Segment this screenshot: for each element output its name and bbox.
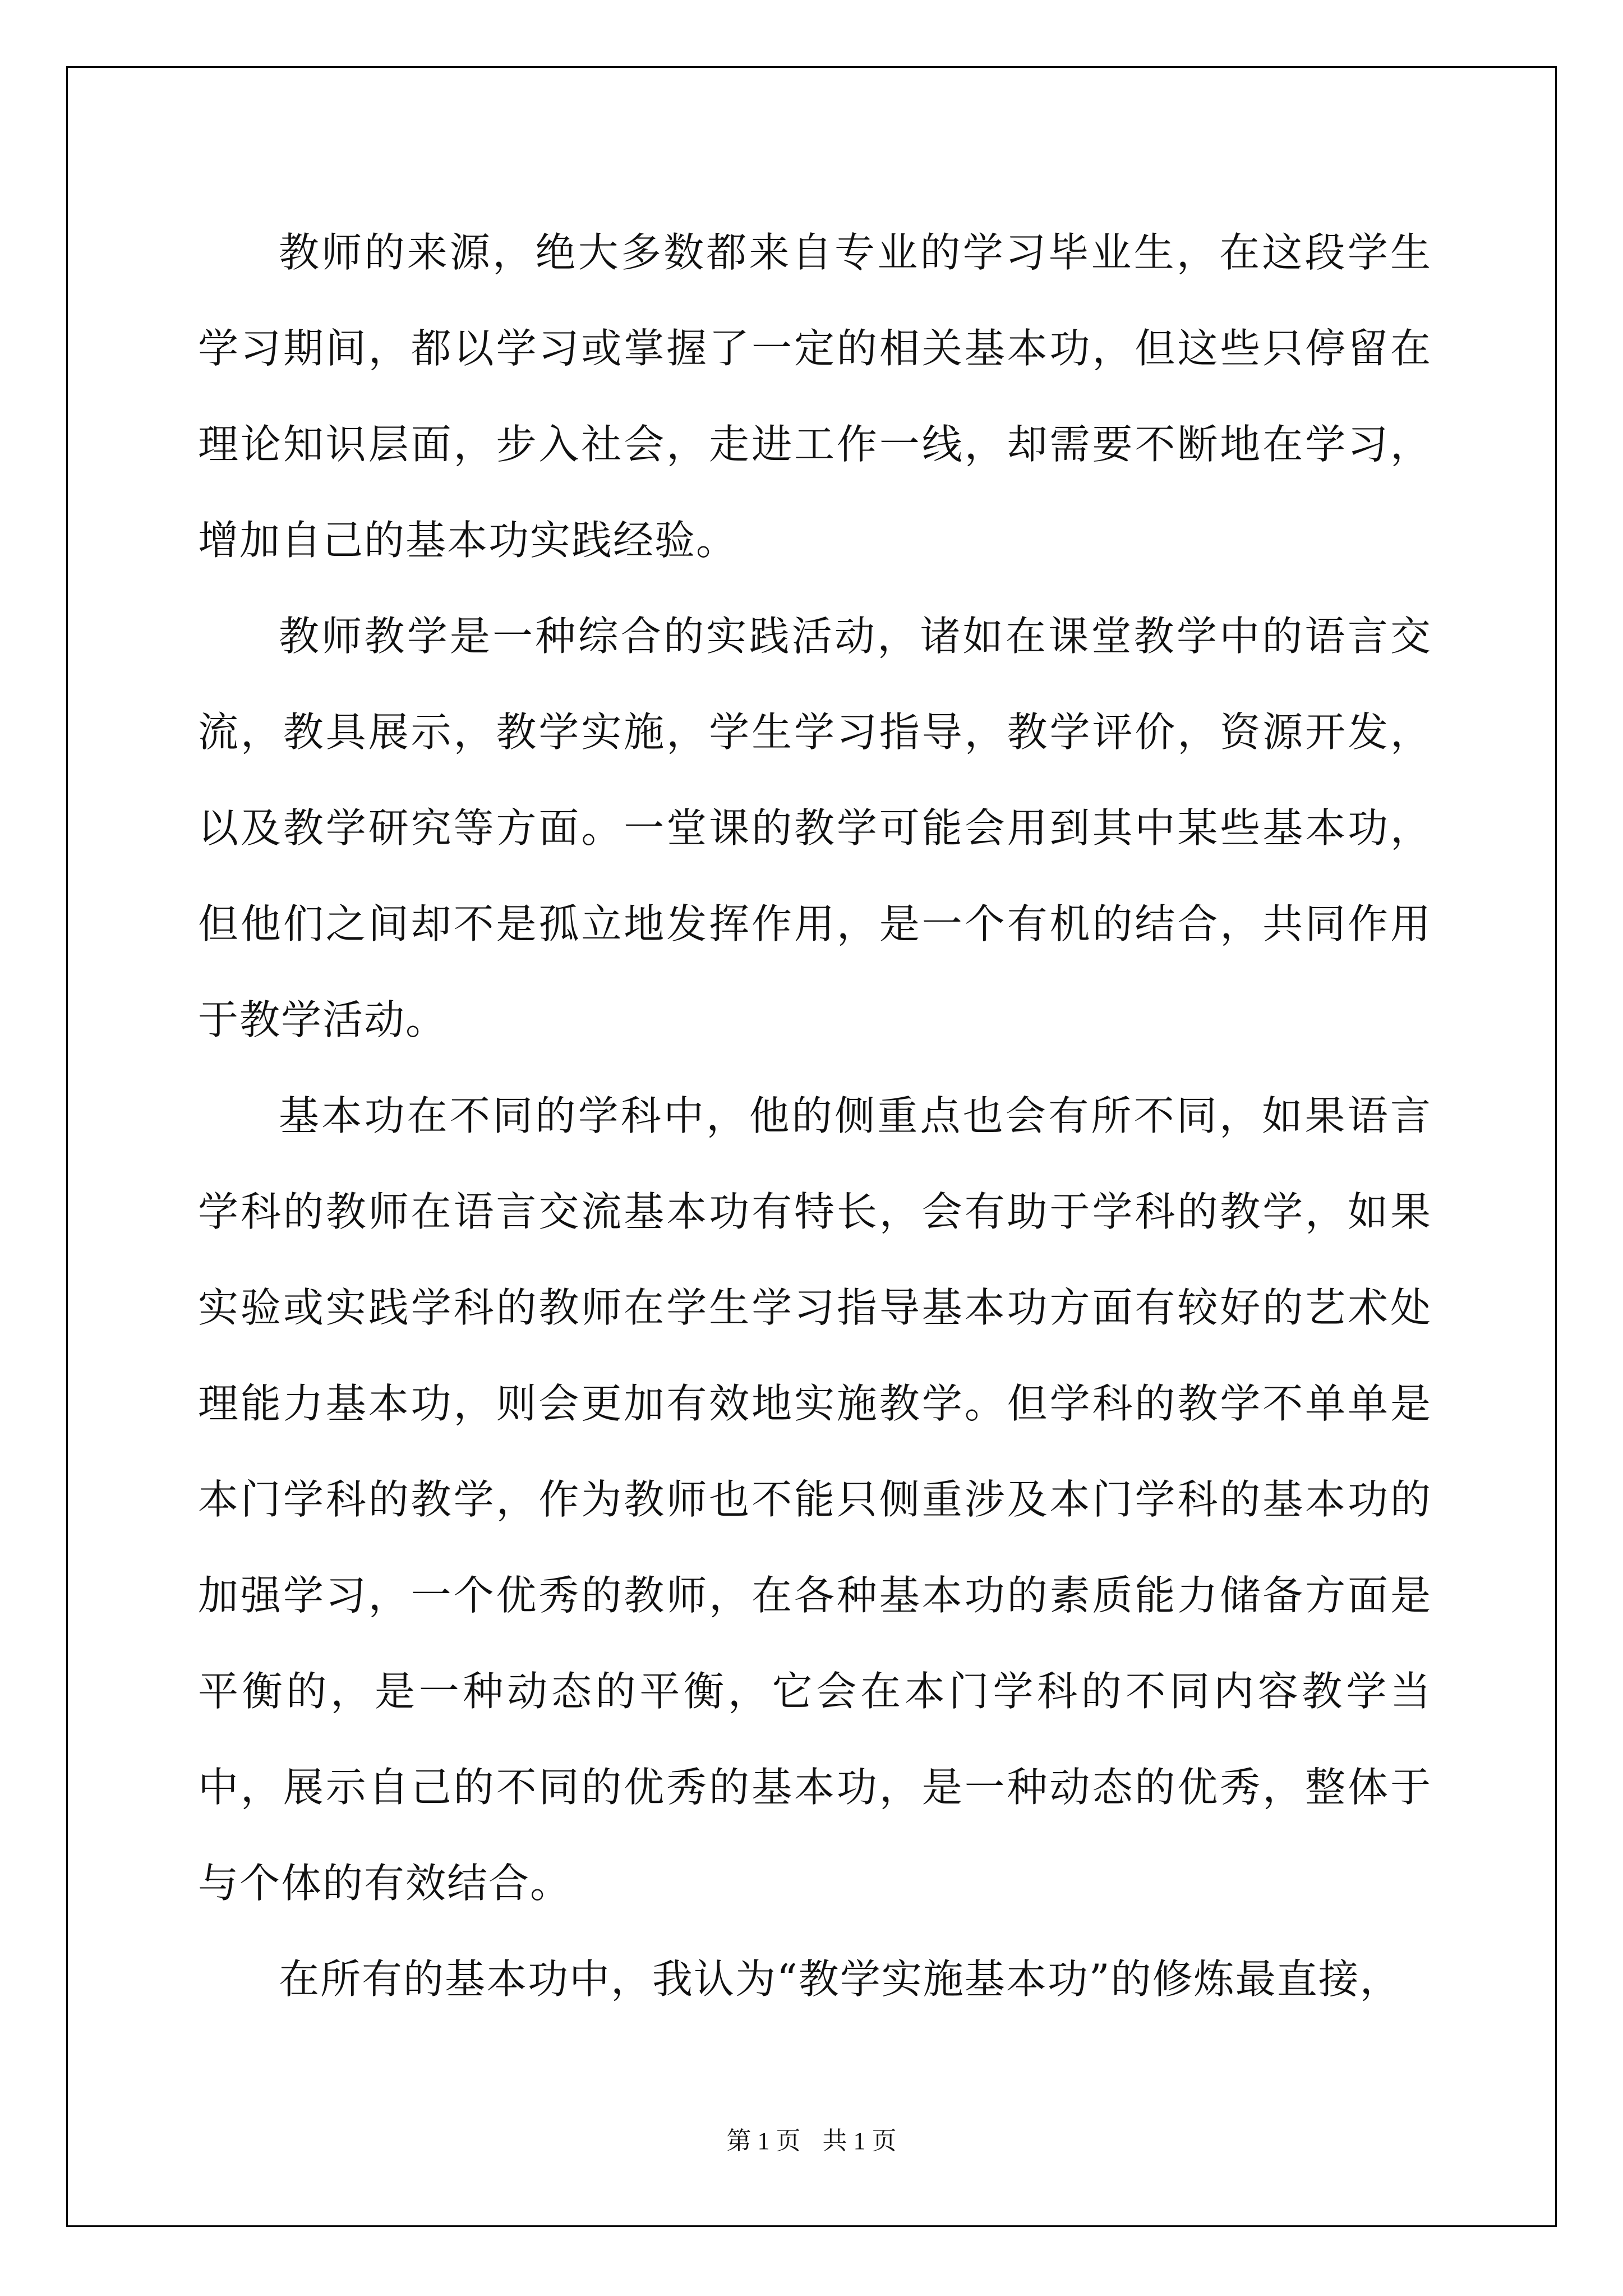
page-footer bbox=[0, 2120, 1623, 2156]
page-total: 共 1 页 bbox=[822, 2127, 897, 2155]
document-body bbox=[198, 205, 1432, 2027]
paragraph-1: 教师的来源，绝大多数都来自专业的学习毕业生，在这段学生学习期间，都以学习或掌握了一定的相关基本功，但这些只停留在理论知识层面，步入社会，走进工作一线，却需要不断地在学习，增加自己的基本功实践经验。 bbox=[198, 229, 1432, 564]
paragraph-3: 基本功在不同的学科中，他的侧重点也会有所不同，如果语言学科的教师在语言交流基本功有特长，会有助于学科的教学，如果实验或实践学科的教师在学生学习指导基本功方面有较好的艺术处理能力基本功，则会更加有效地实施教学。但学科的教学不单单是本门学科的教学，作为教师也不能只侧重涉及本门学科的基本功的加强学习，一个优秀的教师，在各种基本功的素质能力储备方面是平衡的，是一种动态的平衡，它会在本门学科的不同内容教学当中，展示自己的不同的优秀的基本功，是一种动态的优秀，整体于与个体的有效结合。 bbox=[198, 1092, 1432, 1907]
page-number: 第 1 页 bbox=[726, 2127, 801, 2155]
paragraph-2: 教师教学是一种综合的实践活动，诸如在课堂教学中的语言交流，教具展示，教学实施，学生学习指导，教学评价，资源开发，以及教学研究等方面。一堂课的教学可能会用到其中某些基本功，但他们之间却不是孤立地发挥作用，是一个有机的结合，共同作用于教学活动。 bbox=[198, 613, 1432, 1043]
paragraph-4: 在所有的基本功中，我认为“教学实施基本功”的修炼最直接， bbox=[279, 1955, 1401, 2003]
